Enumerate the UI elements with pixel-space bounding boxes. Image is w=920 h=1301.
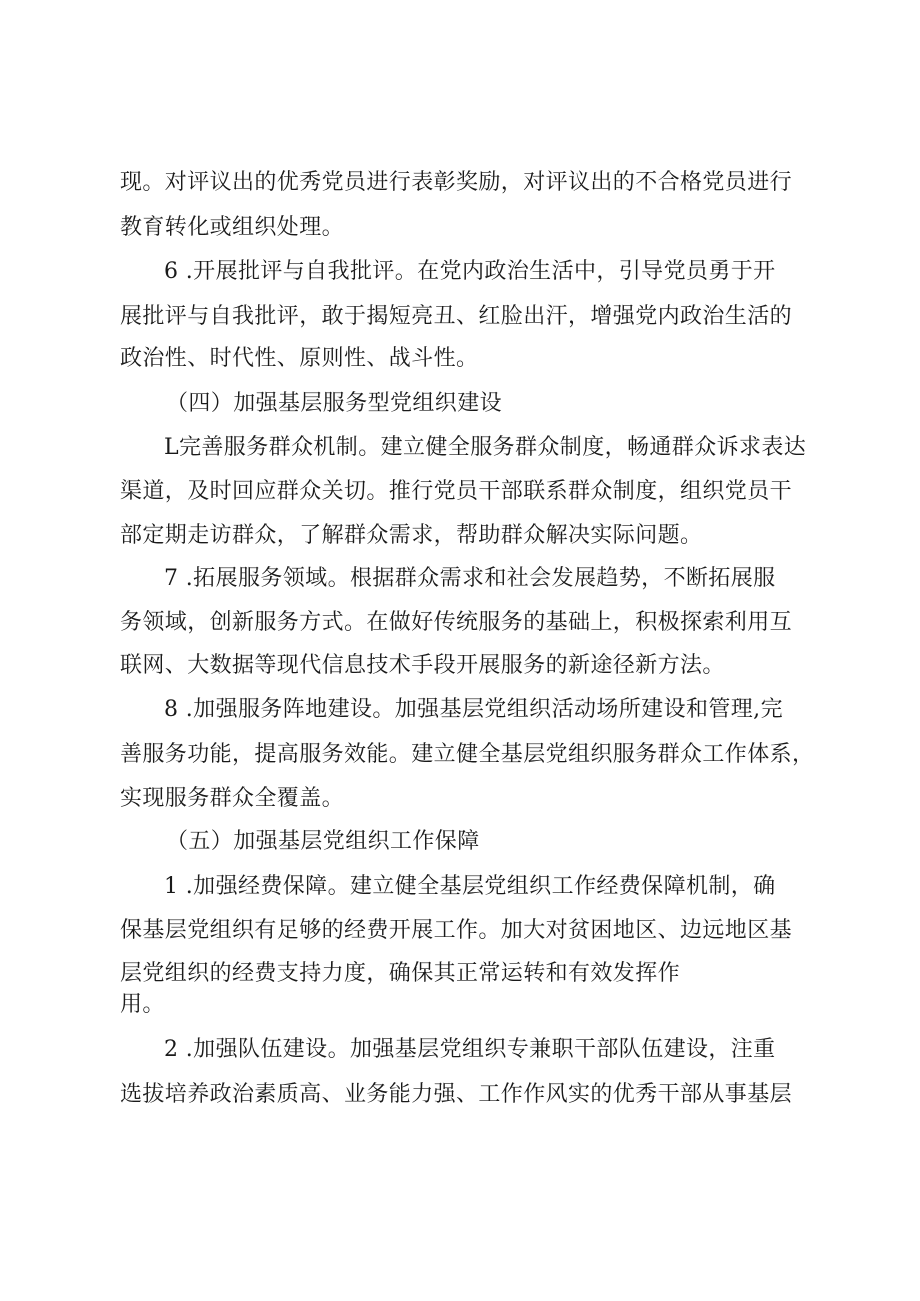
text-line: 2 .加强队伍建设。加强基层党组织专兼职干部队伍建设，注重: [164, 1037, 776, 1062]
text-line: 6 .开展批评与自我批评。在党内政治生活中，引导党员勇于开: [164, 259, 776, 284]
text-line: 善服务功能，提高服务效能。建立健全基层党组织服务群众工作体系，: [120, 742, 815, 767]
text-line: 用。: [120, 992, 165, 1017]
text-line: L完善服务群众机制。建立健全服务群众制度，畅通群众诉求表达: [164, 435, 807, 460]
text-line: 实现服务群众全覆盖。: [120, 786, 345, 811]
text-line: 选拔培养政治素质高、业务能力强、工作作风实的优秀干部从事基层: [120, 1082, 793, 1107]
text-line: 8 .加强服务阵地建设。加强基层党组织活动场所建设和管理,完: [164, 697, 783, 722]
text-line: 政治性、时代性、原则性、战斗性。: [120, 346, 479, 371]
text-line: 展批评与自我批评，敢于揭短亮丑、红脸出汗，增强党内政治生活的: [120, 304, 793, 329]
section-heading: （四）加强基层服务型党组织建设: [166, 391, 503, 416]
text-line: 联网、大数据等现代信息技术手段开展服务的新途径新方法。: [120, 653, 725, 678]
text-line: 渠道，及时回应群众关切。推行党员干部联系群众制度，组织党员干: [120, 479, 793, 504]
text-line: 教育转化或组织处理。: [120, 215, 345, 240]
text-line: 1 .加强经费保障。建立健全基层党组织工作经费保障机制，确: [164, 874, 776, 899]
section-heading: （五）加强基层党组织工作保障: [166, 829, 480, 854]
text-line: 现。对评议出的优秀党员进行表彰奖励，对评议出的不合格党员进行: [120, 170, 793, 195]
text-line: 务领域，创新服务方式。在做好传统服务的基础上，积极探索利用互: [120, 610, 793, 635]
text-line: 部定期走访群众，了解群众需求，帮助群众解决实际问题。: [120, 523, 703, 548]
text-line: 保基层党组织有足够的经费开展工作。加大对贫困地区、边远地区基: [120, 918, 793, 943]
text-line: 层党组织的经费支持力度，确保其正常运转和有效发挥作: [120, 961, 681, 986]
text-line: 7 .拓展服务领域。根据群众需求和社会发展趋势，不断拓展服: [164, 566, 776, 591]
